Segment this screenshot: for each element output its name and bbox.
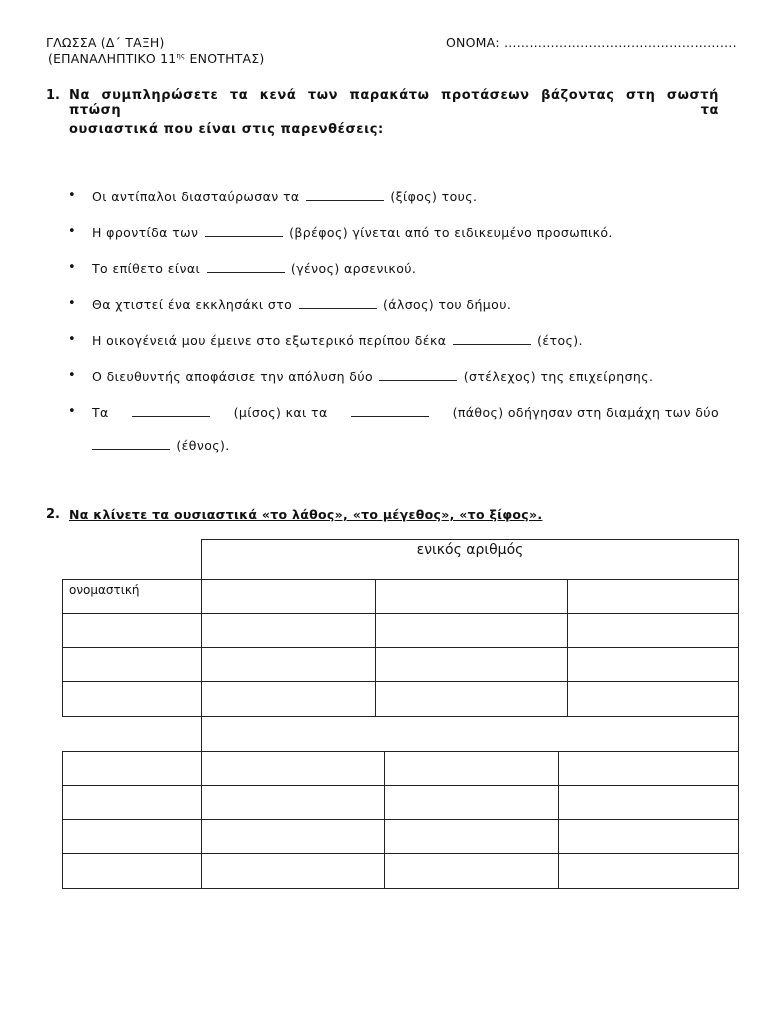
table-cell[interactable] — [558, 785, 739, 820]
q2-instruction: Να κλίνετε τα ουσιαστικά «το λάθος», «το μέγεθος», «το ξίφος». — [69, 507, 543, 522]
table-cell[interactable] — [567, 613, 739, 648]
name-label: ΟΝΟΜΑ: — [446, 35, 500, 50]
table-cell[interactable] — [384, 751, 559, 786]
table-cell[interactable] — [201, 579, 376, 614]
item-text-post: (βρέφος) γίνεται από το ειδικευμένο προσωπικό. — [289, 225, 613, 240]
item-text-post: (γένος) αρσενικού. — [290, 261, 417, 276]
bullet: • — [68, 404, 76, 419]
q1-number: 1. — [46, 88, 60, 103]
list-item — [92, 297, 511, 312]
bullet: • — [68, 368, 76, 383]
table-cell[interactable] — [201, 613, 376, 648]
case-label-nominative: ονομαστική — [62, 579, 202, 614]
q1-instruction-line1: Να συμπληρώσετε τα κενά των παρακάτω προτάσεων βάζοντας στη σωστή πτώση τα — [69, 88, 719, 118]
blank-line[interactable] — [453, 334, 531, 345]
item-text-pre: Η οικογένειά μου έμεινε στο εξωτερικό περίπου δέκα — [92, 333, 447, 348]
table-cell[interactable] — [201, 681, 376, 717]
q2-number: 2. — [46, 507, 60, 522]
case-label-cell[interactable] — [62, 853, 202, 889]
table-cell[interactable] — [567, 647, 739, 682]
list-item — [92, 225, 613, 240]
item-text-post: (έτος). — [537, 333, 583, 348]
item-text-pre: Ο διευθυντής αποφάσισε την απόλυση δύο — [92, 369, 373, 384]
table-cell[interactable] — [375, 681, 568, 717]
blank-line[interactable] — [299, 298, 377, 309]
case-label-cell[interactable] — [62, 613, 202, 648]
table-cell[interactable] — [201, 819, 385, 854]
list-item-multiline — [92, 405, 719, 420]
item-text-d: (έθνος). — [176, 438, 230, 453]
item-text-post: (ξίφος) τους. — [390, 189, 478, 204]
blank-line[interactable] — [306, 190, 384, 201]
table-cell[interactable] — [558, 853, 739, 889]
case-label-cell[interactable] — [62, 785, 202, 820]
table-cell[interactable] — [375, 647, 568, 682]
item-text-post: (στέλεχος) της επιχείρησης. — [463, 369, 654, 384]
item-text-c: (πάθος) οδήγησαν στη διαμάχη των δύο — [452, 405, 719, 420]
table-cell[interactable] — [375, 613, 568, 648]
name-field — [446, 35, 737, 50]
bullet: • — [68, 332, 76, 347]
bullet: • — [68, 188, 76, 203]
list-item — [92, 261, 416, 276]
case-label-cell[interactable] — [62, 819, 202, 854]
item-text-pre: Η φροντίδα των — [92, 225, 199, 240]
blank-line[interactable] — [351, 406, 429, 417]
case-label-cell[interactable] — [62, 681, 202, 717]
table-cell[interactable] — [567, 681, 739, 717]
table-cell[interactable] — [558, 819, 739, 854]
blank-line[interactable] — [132, 406, 210, 417]
table-cell[interactable] — [375, 579, 568, 614]
bullet: • — [68, 260, 76, 275]
table-cell[interactable] — [201, 751, 385, 786]
table-cell[interactable] — [201, 853, 385, 889]
q1-instruction-line2: ουσιαστικά που είναι στις παρενθέσεις: — [69, 122, 384, 137]
case-label-cell[interactable] — [62, 751, 202, 786]
subject-title: ΓΛΩΣΣΑ (Δ΄ ΤΑΞΗ) — [46, 35, 165, 50]
table-cell[interactable] — [567, 579, 739, 614]
blank-line[interactable] — [205, 226, 283, 237]
item-text-pre: Θα χτιστεί ένα εκκλησάκι στο — [92, 297, 293, 312]
list-item — [92, 189, 477, 204]
blank-line[interactable] — [379, 370, 457, 381]
review-subtitle-prefix: (ΕΠΑΝΑΛΗΠΤΙΚΟ 11 — [48, 51, 177, 66]
bullet: • — [68, 224, 76, 239]
item-text-post: (άλσος) του δήμου. — [382, 297, 512, 312]
name-dots: ………………………………………………. — [503, 35, 737, 50]
review-subtitle — [48, 51, 264, 66]
item-text-a: Τα — [92, 405, 109, 420]
table-cell[interactable] — [384, 853, 559, 889]
item-text-pre: Οι αντίπαλοι διασταύρωσαν τα — [92, 189, 300, 204]
table-cell[interactable] — [384, 819, 559, 854]
table-header-singular: ενικός αριθμός — [201, 539, 739, 580]
case-label-cell[interactable] — [62, 647, 202, 682]
blank-line[interactable] — [207, 262, 285, 273]
review-subtitle-sup: ης — [176, 51, 186, 60]
blank-line[interactable] — [92, 439, 170, 450]
table-cell[interactable] — [201, 647, 376, 682]
list-item — [92, 333, 583, 348]
review-subtitle-suffix: ΕΝΟΤΗΤΑΣ) — [185, 51, 265, 66]
table-cell[interactable] — [384, 785, 559, 820]
table-header-plural[interactable] — [201, 716, 739, 752]
table-cell[interactable] — [201, 785, 385, 820]
list-item-continuation — [92, 438, 230, 453]
item-text-pre: Το επίθετο είναι — [92, 261, 201, 276]
bullet: • — [68, 296, 76, 311]
list-item — [92, 369, 653, 384]
table-cell[interactable] — [558, 751, 739, 786]
item-text-b: (μίσος) και τα — [233, 405, 328, 420]
